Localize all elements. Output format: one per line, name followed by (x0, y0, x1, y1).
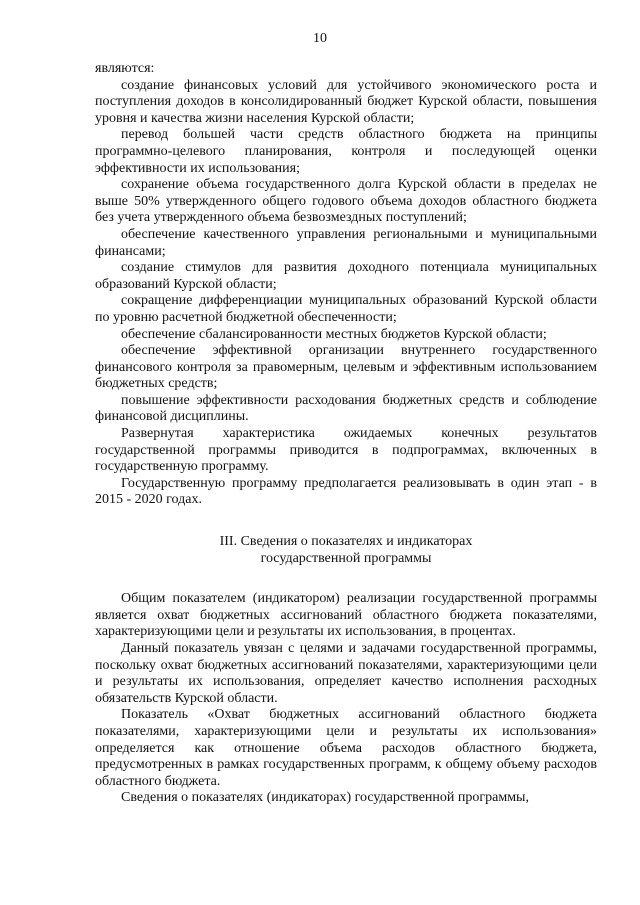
paragraph: Данный показатель увязан с целями и задачами государственной программы, поскольку охват бюджетных ассигнований показателями, характеризующими цели и результаты их использования, определяет качество исполнения расходных обязательств Курской области. (95, 641, 597, 706)
paragraph: Развернутая характеристика ожидаемых конечных результатов государственной программы приводится в подпрограммах, включенных в государственную программу. (95, 426, 597, 475)
paragraph: обеспечение сбалансированности местных бюджетов Курской области; (121, 326, 547, 342)
paragraph: сокращение дифференциации муниципальных образований Курской области по уровню расчетной бюджетной обеспеченности; (95, 293, 597, 325)
paragraph: Показатель «Охват бюджетных ассигнований областного бюджета показателями, характеризующими цели и результаты их использования» определяется как отношение объема расходов областного бюджета, предусмотренных в рамках государственных программ, к общему объему расходов областного бюджета. (95, 707, 597, 789)
paragraph: создание стимулов для развития доходного потенциала муниципальных образований Курской области; (95, 260, 597, 292)
paragraph: Государственную программу предполагается реализовывать в один этап - в 2015 - 2020 годах. (95, 475, 597, 508)
paragraph: создание финансовых условий для устойчивого экономического роста и поступления доходов в консолидированный бюджет Курской области, повышения уровня и качества жизни населения Курской области; (95, 77, 597, 126)
section-heading-line-1: III. Сведения о показателях и индикаторах (219, 534, 473, 550)
paragraph: Сведения о показателях (индикаторах) государственной программы, (121, 790, 529, 806)
document-body (95, 61, 597, 807)
goals-list (95, 61, 597, 509)
section-heading-line-2: государственной программы (260, 550, 432, 566)
paragraph: обеспечение эффективной организации внутреннего государственного финансового контроля за правомерным, целевым и эффективным использованием бюджетных средств; (95, 343, 597, 392)
paragraph: обеспечение качественного управления региональными и муниципальными финансами; (95, 226, 597, 259)
page-number: 10 (313, 31, 327, 46)
paragraph: Общим показателем (индикатором) реализации государственной программы является охват бюджетных ассигнований областного бюджета показателями, характеризующими цели и результаты их использования, в процентах. (95, 591, 597, 640)
section-heading (95, 534, 597, 567)
indicators-section (95, 591, 597, 807)
paragraph: являются: (95, 61, 155, 76)
paragraph: сохранение объема государственного долга Курской области в пределах не выше 50% утвержденного общего годового объема доходов областного бюджета без учета утвержденного объема безвозмездных поступлений; (95, 177, 597, 226)
paragraph: перевод большей части средств областного бюджета на принципы программно-целевого планирования, контроля и последующей оценки эффективности их использования; (95, 127, 597, 176)
paragraph: повышение эффективности расходования бюджетных средств и соблюдение финансовой дисциплины. (95, 392, 597, 425)
